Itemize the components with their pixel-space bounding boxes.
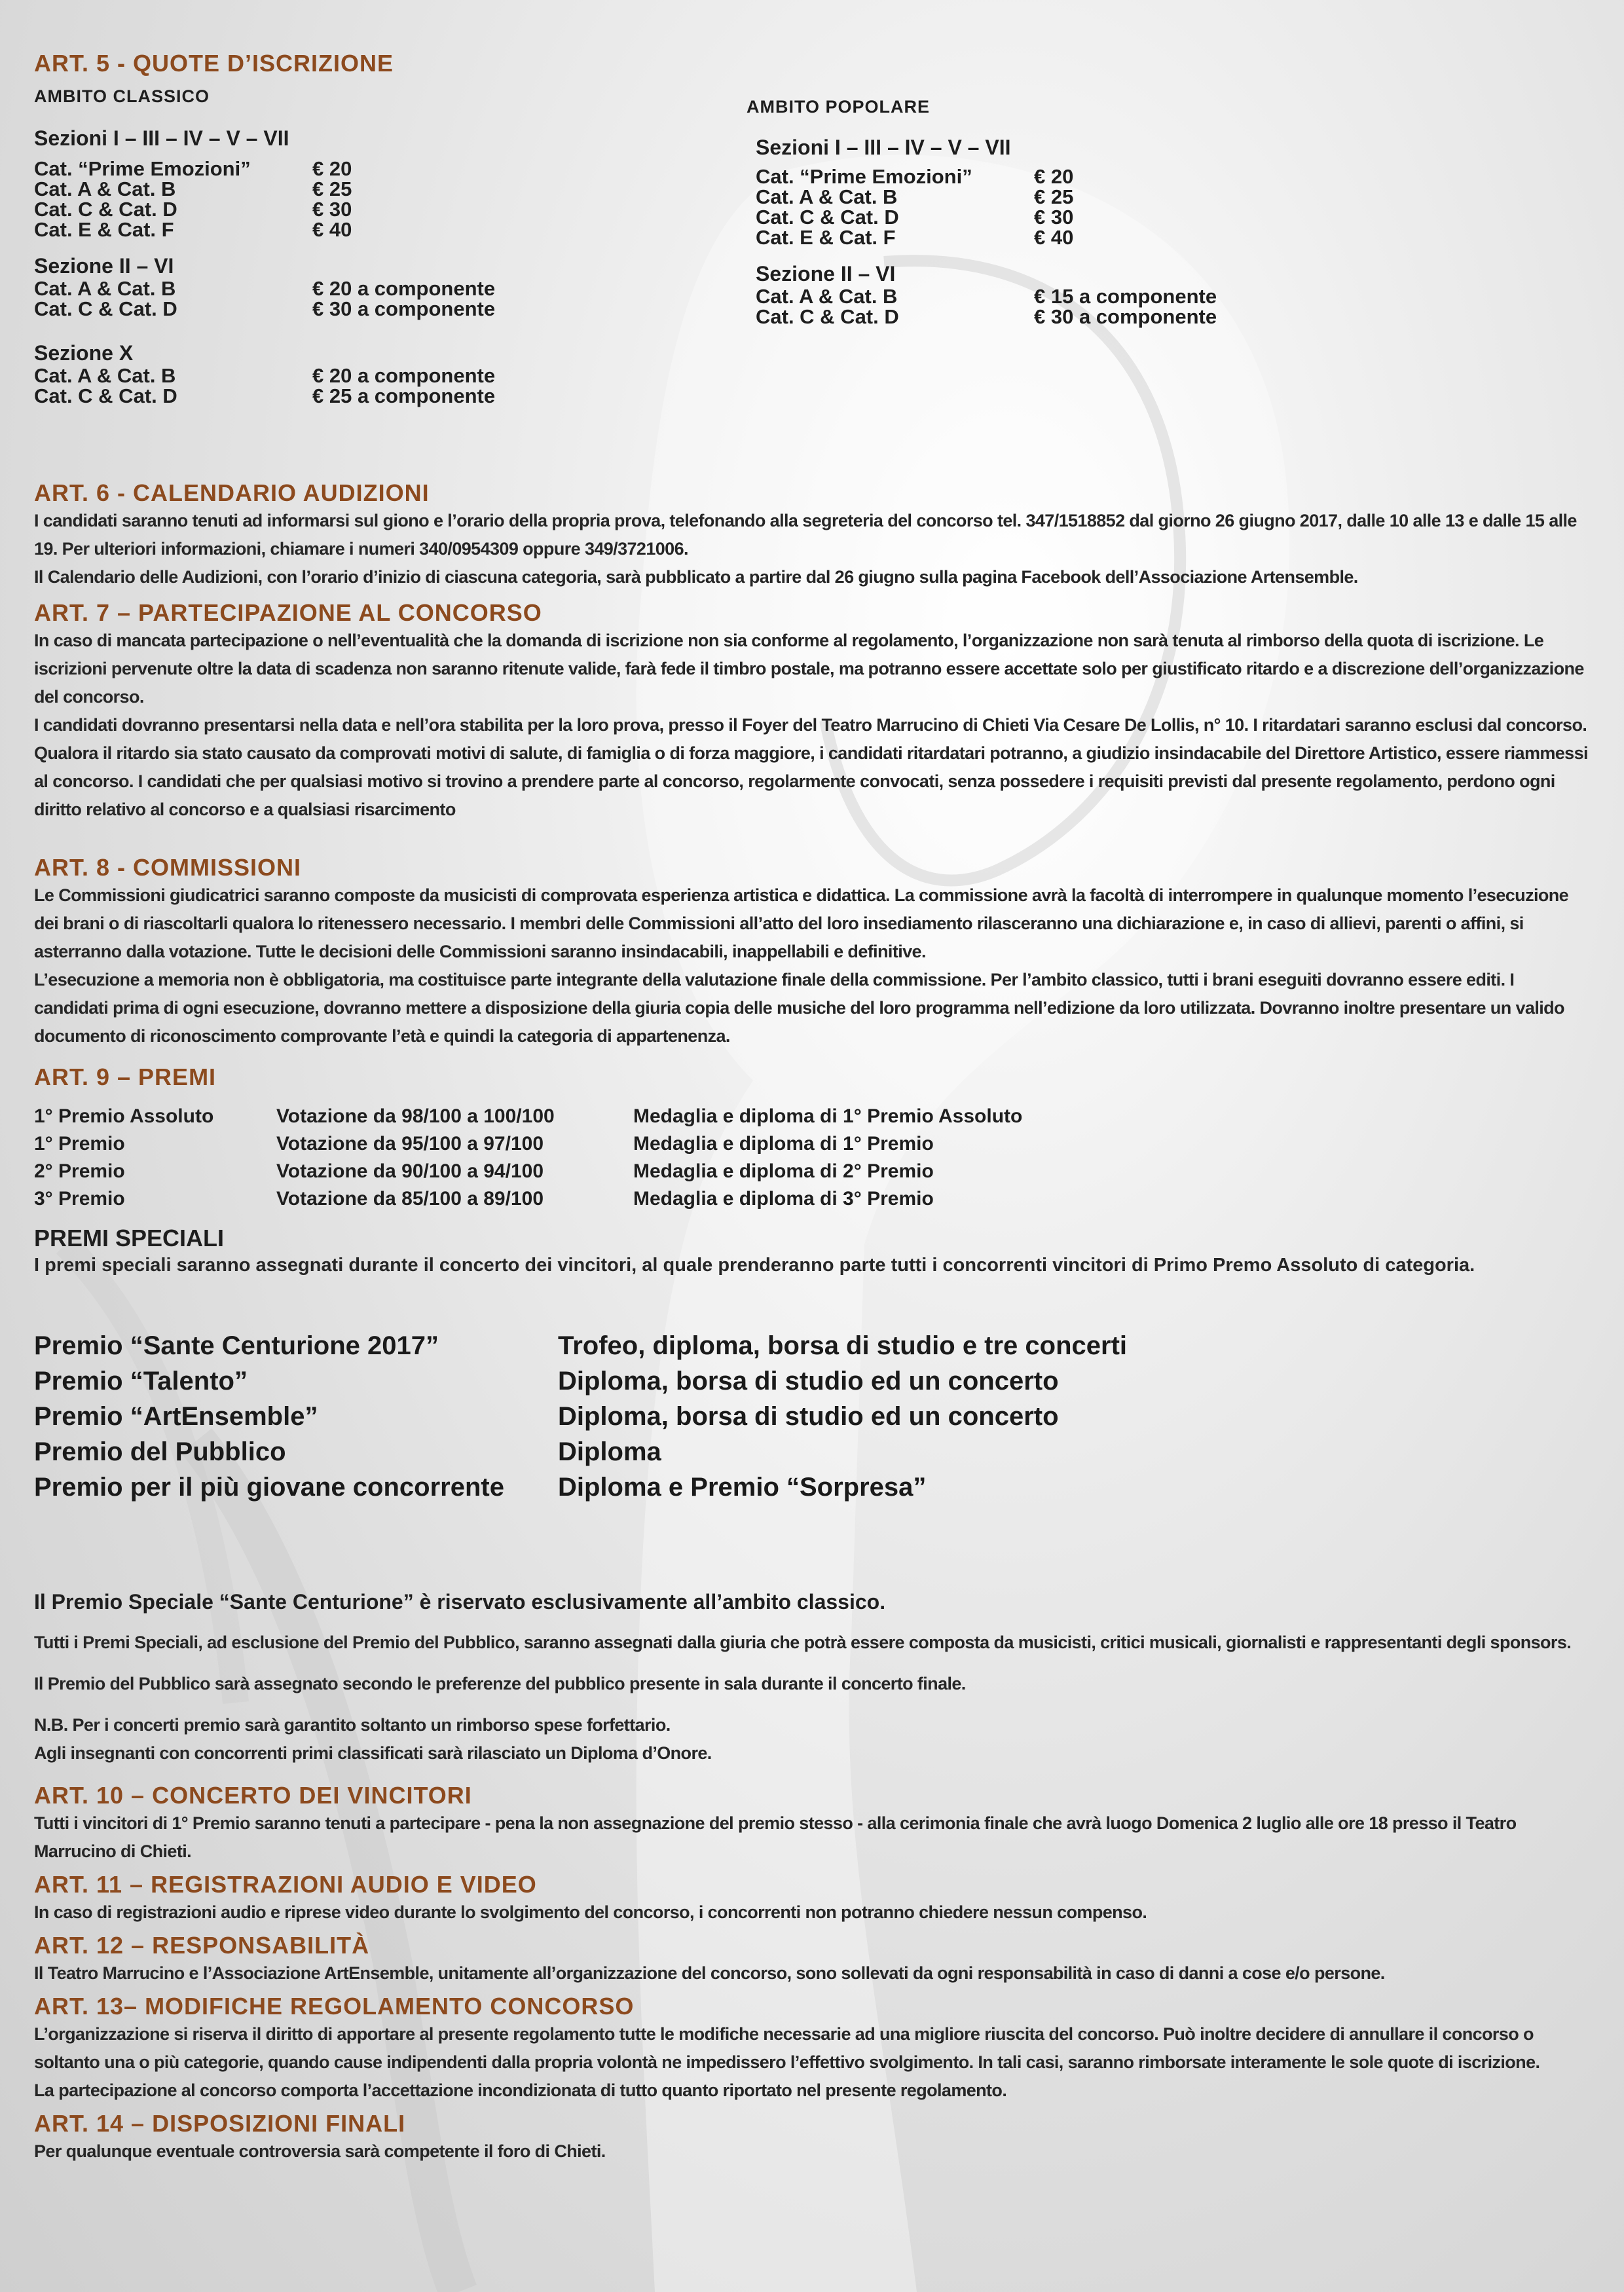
special-prize-name: Premio per il più giovane concorrente	[34, 1473, 504, 1502]
special-prizes-intro: I premi speciali saranno assegnati durante il concerto dei vincitori, al quale prenderanno parte tutti i concorrenti vincitori di Primo Premo Assoluto di categoria.	[34, 1255, 1475, 1276]
fee-row	[756, 166, 1336, 187]
fee-group-heading: Sezioni I – III – IV – V – VII	[756, 136, 1011, 159]
art6-paragraph-2: Il Calendario delle Audizioni, con l’orario d’inizio di ciascuna categoria, sarà pubblicato a partire dal 26 giugno sulla pagina Facebook dell’Associazione Artensemble.	[34, 567, 1358, 587]
art8-section	[34, 854, 1593, 1050]
prize-score: Votazione da 98/100 a 100/100	[276, 1105, 555, 1127]
fee-amount: € 30	[1034, 206, 1074, 229]
art7-paragraph-2: I candidati dovranno presentarsi nella data e nell’ora stabilita per la loro prova, presso il Foyer del Teatro Marrucino di Chieti Via Cesare De Lollis, n° 10. I ritardatari saranno esclusi dal concorso. Qualora il ritardo sia stato causato da comprovati motivi di salute, di famiglia o di forza maggiore, i candidati ritardatari potranno, a giudizio insindacabile del Direttore Artistico, essere riammessi al concorso. I candidati che per qualsiasi motivo si trovino a prendere parte al concorso, regolarmente convocati, senza possedere i requisiti previsti dal presente regolamento, perdono ogni diritto relativo al concorso e a qualsiasi risarcimento	[34, 715, 1588, 819]
prize-score: Votazione da 95/100 a 97/100	[276, 1133, 544, 1155]
art6-title: ART. 6 - CALENDARIO AUDIZIONI	[34, 479, 430, 506]
special-prize-name: Premio “ArtEnsemble”	[34, 1402, 318, 1431]
fee-category: Cat. “Prime Emozioni”	[34, 157, 251, 180]
fee-row	[34, 199, 623, 219]
fee-row	[756, 286, 1336, 306]
fee-amount: € 25	[1034, 185, 1074, 208]
fee-row	[34, 386, 623, 406]
fee-amount: € 20	[312, 157, 352, 180]
art7-section	[34, 599, 1593, 824]
art9-section	[34, 1063, 1593, 1767]
special-prize-row	[34, 1434, 1593, 1469]
art13-title: ART. 13– MODIFICHE REGOLAMENTO CONCORSO	[34, 1993, 635, 2020]
prize-score: Votazione da 90/100 a 94/100	[276, 1160, 544, 1182]
special-prize-name: Premio del Pubblico	[34, 1437, 286, 1466]
fee-category: Cat. C & Cat. D	[34, 297, 177, 320]
fee-amount: € 30 a componente	[312, 297, 496, 320]
regulation-page	[34, 50, 1593, 2166]
fee-group-heading: Sezioni I – III – IV – V – VII	[34, 126, 289, 150]
art13-paragraph-1: L’organizzazione si riserva il diritto di apportare al presente regolamento tutte le modifiche necessarie ad una migliore riuscita del concorso. Può inoltre decidere di annullare il concorso o soltanto una o più categorie, quando cause indipendenti dalla propria volontà ne impedissero l’effettivo svolgimento. In tali casi, saranno rimborsate interamente le sole quote di iscrizione.	[34, 2024, 1540, 2072]
special-prize-award: Diploma e Premio “Sorpresa”	[558, 1473, 927, 1502]
prize-award: Medaglia e diploma di 2° Premio	[633, 1160, 934, 1182]
fee-amount: € 20 a componente	[312, 277, 496, 300]
special-prize-award: Diploma	[558, 1437, 661, 1466]
art14-title: ART. 14 – DISPOSIZIONI FINALI	[34, 2110, 406, 2137]
ambito-classico	[34, 86, 623, 406]
fee-row	[756, 227, 1336, 248]
art8-title: ART. 8 - COMMISSIONI	[34, 854, 302, 881]
fee-group-heading: Sezione II – VI	[756, 262, 896, 286]
art6-paragraph-1: I candidati saranno tenuti ad informarsi sul giono e l’orario della propria prova, telefonando alla segreteria del concorso tel. 347/1518852 dal giorno 26 giugno 2017, dalle 10 alle 13 e dalle 15 alle 19. Per ulteriori informazioni, chiamare i numeri 340/0954309 oppure 349/3721006.	[34, 511, 1577, 559]
art12-paragraph: Il Teatro Marrucino e l’Associazione ArtEnsemble, unitamente all’organizzazione del concorso, sono sollevati da ogni responsabilità in caso di danni a cose e/o persone.	[34, 1963, 1385, 1983]
fee-row	[34, 365, 623, 386]
special-prize-row	[34, 1328, 1593, 1363]
fee-category: Cat. C & Cat. D	[34, 198, 177, 221]
art12-title: ART. 12 – RESPONSABILITÀ	[34, 1932, 370, 1959]
art13-section	[34, 1993, 1593, 2105]
prize-row	[34, 1158, 1593, 1185]
fee-row	[756, 306, 1336, 327]
art10-paragraph: Tutti i vincitori di 1° Premio saranno tenuti a partecipare - pena la non assegnazione del premio stesso - alla cerimonia finale che avrà luogo Domenica 2 luglio alle ore 18 presso il Teatro Marrucino di Chieti.	[34, 1813, 1517, 1861]
art13-paragraph-2: La partecipazione al concorso comporta l’accettazione incondizionata di tutto quanto riportato nel presente regolamento.	[34, 2080, 1007, 2100]
special-prize-award: Trofeo, diploma, borsa di studio e tre concerti	[558, 1331, 1128, 1360]
art8-paragraph-1: Le Commissioni giudicatrici saranno composte da musicisti di comprovata esperienza artistica e didattica. La commissione avrà la facoltà di interrompere in qualunque momento l’esecuzione dei brani o di riascoltarli qualora lo ritenessero necessario. I membri delle Commissioni all’atto del loro insediamento rilasceranno una dichiarazione e, in caso di allievi, parenti o affini, si asterranno dalla votazione. Tutte le decisioni delle Commissioni saranno insindacabili, inappellabili e definitive.	[34, 885, 1569, 961]
art14-paragraph: Per qualunque eventuale controversia sarà competente il foro di Chieti.	[34, 2141, 606, 2161]
ambito-classico-label: AMBITO CLASSICO	[34, 86, 210, 106]
fee-category: Cat. C & Cat. D	[756, 305, 899, 328]
fee-row	[34, 219, 623, 240]
fee-amount: € 20	[1034, 165, 1074, 188]
prize-name: 1° Premio Assoluto	[34, 1105, 214, 1127]
fee-category: Cat. C & Cat. D	[756, 206, 899, 229]
fee-amount: € 25 a componente	[312, 384, 496, 407]
prize-row	[34, 1103, 1593, 1130]
fee-group-heading: Sezione II – VI	[34, 254, 174, 278]
art10-title: ART. 10 – CONCERTO DEI VINCITORI	[34, 1782, 472, 1809]
art14-section	[34, 2110, 1593, 2166]
prize-row	[34, 1185, 1593, 1213]
prize-award: Medaglia e diploma di 1° Premio	[633, 1133, 934, 1155]
ambito-popolare	[747, 97, 1336, 327]
prize-name: 1° Premio	[34, 1133, 125, 1155]
special-prize-award: Diploma, borsa di studio ed un concerto	[558, 1402, 1059, 1431]
special-prize-row	[34, 1363, 1593, 1399]
giuria-note: Tutti i Premi Speciali, ad esclusione del Premio del Pubblico, saranno assegnati dalla giuria che potrà essere composta da musicisti, critici musicali, giornalisti e rappresentanti degli sponsors.	[34, 1633, 1572, 1652]
art5-title: ART. 5 - QUOTE D’ISCRIZIONE	[34, 50, 394, 77]
art6-section	[34, 479, 1593, 591]
fee-category: Cat. E & Cat. F	[756, 226, 896, 249]
nb-note-2: Agli insegnanti con concorrenti primi classificati sarà rilasciato un Diploma d’Onore.	[34, 1743, 712, 1763]
art10-section	[34, 1782, 1593, 1866]
fee-row	[756, 207, 1336, 227]
fee-category: Cat. E & Cat. F	[34, 218, 174, 241]
fee-row	[34, 278, 623, 299]
pubblico-note: Il Premio del Pubblico sarà assegnato secondo le preferenze del pubblico presente in sala durante il concerto finale.	[34, 1674, 966, 1693]
fee-amount: € 15 a componente	[1034, 285, 1217, 308]
special-prize-name: Premio “Talento”	[34, 1367, 248, 1396]
art12-section	[34, 1932, 1593, 1987]
fee-amount: € 25	[312, 177, 352, 200]
prize-award: Medaglia e diploma di 3° Premio	[633, 1188, 934, 1210]
fee-category: Cat. C & Cat. D	[34, 384, 177, 407]
fee-amount: € 40	[1034, 226, 1074, 249]
prize-award: Medaglia e diploma di 1° Premio Assoluto	[633, 1105, 1023, 1127]
prize-row	[34, 1130, 1593, 1158]
fee-group-heading: Sezione X	[34, 341, 134, 365]
art7-title: ART. 7 – PARTECIPAZIONE AL CONCORSO	[34, 599, 542, 626]
fee-amount: € 30 a componente	[1034, 305, 1217, 328]
prize-name: 2° Premio	[34, 1160, 125, 1182]
fee-row	[34, 158, 623, 179]
art8-paragraph-2: L’esecuzione a memoria non è obbligatoria, ma costituisce parte integrante della valutazione finale della commissione. Per l’ambito classico, tutti i brani eseguiti dovranno essere editi. I candidati prima di ogni esecuzione, dovranno mettere a disposizione della giuria copia delle musiche del loro programma nell’edizione da loro utilizzata. Dovranno inoltre presentare un valido documento di riconoscimento comprovante l’età e quindi la categoria di appartenenza.	[34, 970, 1564, 1046]
special-prize-name: Premio “Sante Centurione 2017”	[34, 1331, 439, 1360]
art11-title: ART. 11 – REGISTRAZIONI AUDIO E VIDEO	[34, 1871, 537, 1898]
fee-row	[34, 179, 623, 199]
nb-note-1: N.B. Per i concerti premio sarà garantito soltanto un rimborso spese forfettario.	[34, 1715, 671, 1735]
fee-amount: € 20 a componente	[312, 364, 496, 387]
fee-category: Cat. “Prime Emozioni”	[756, 165, 972, 188]
fee-category: Cat. A & Cat. B	[756, 185, 898, 208]
centurione-note: Il Premio Speciale “Sante Centurione” è riservato esclusivamente all’ambito classico.	[34, 1590, 886, 1614]
art7-paragraph-1: In caso di mancata partecipazione o nell’eventualità che la domanda di iscrizione non sia conforme al regolamento, l’organizzazione non sarà tenuta al rimborso della quota di iscrizione. Le iscrizioni pervenute oltre la data di scadenza non saranno ritenute valide, farà fede il timbro postale, ma potranno essere accettate solo per giustificato ritardo e a discrezione dell’organizzazione del concorso.	[34, 631, 1584, 707]
special-prize-list	[34, 1328, 1593, 1505]
fee-category: Cat. A & Cat. B	[34, 177, 176, 200]
special-prizes-heading: PREMI SPECIALI	[34, 1225, 225, 1251]
fee-category: Cat. A & Cat. B	[756, 285, 898, 308]
prize-score: Votazione da 85/100 a 89/100	[276, 1188, 544, 1210]
art9-title: ART. 9 – PREMI	[34, 1063, 217, 1090]
prize-name: 3° Premio	[34, 1188, 125, 1210]
special-prize-row	[34, 1399, 1593, 1434]
art5-section	[34, 50, 1593, 416]
fee-category: Cat. A & Cat. B	[34, 364, 176, 387]
fee-row	[34, 299, 623, 319]
fee-row	[756, 187, 1336, 207]
art11-paragraph: In caso di registrazioni audio e riprese video durante lo svolgimento del concorso, i concorrenti non potranno chiedere nessun compenso.	[34, 1902, 1147, 1922]
art11-section	[34, 1871, 1593, 1927]
special-prize-award: Diploma, borsa di studio ed un concerto	[558, 1367, 1059, 1396]
fee-amount: € 40	[312, 218, 352, 241]
prize-table	[34, 1103, 1593, 1213]
ambito-popolare-label: AMBITO POPOLARE	[747, 97, 931, 117]
special-prize-row	[34, 1469, 1593, 1505]
fee-category: Cat. A & Cat. B	[34, 277, 176, 300]
fee-amount: € 30	[312, 198, 352, 221]
